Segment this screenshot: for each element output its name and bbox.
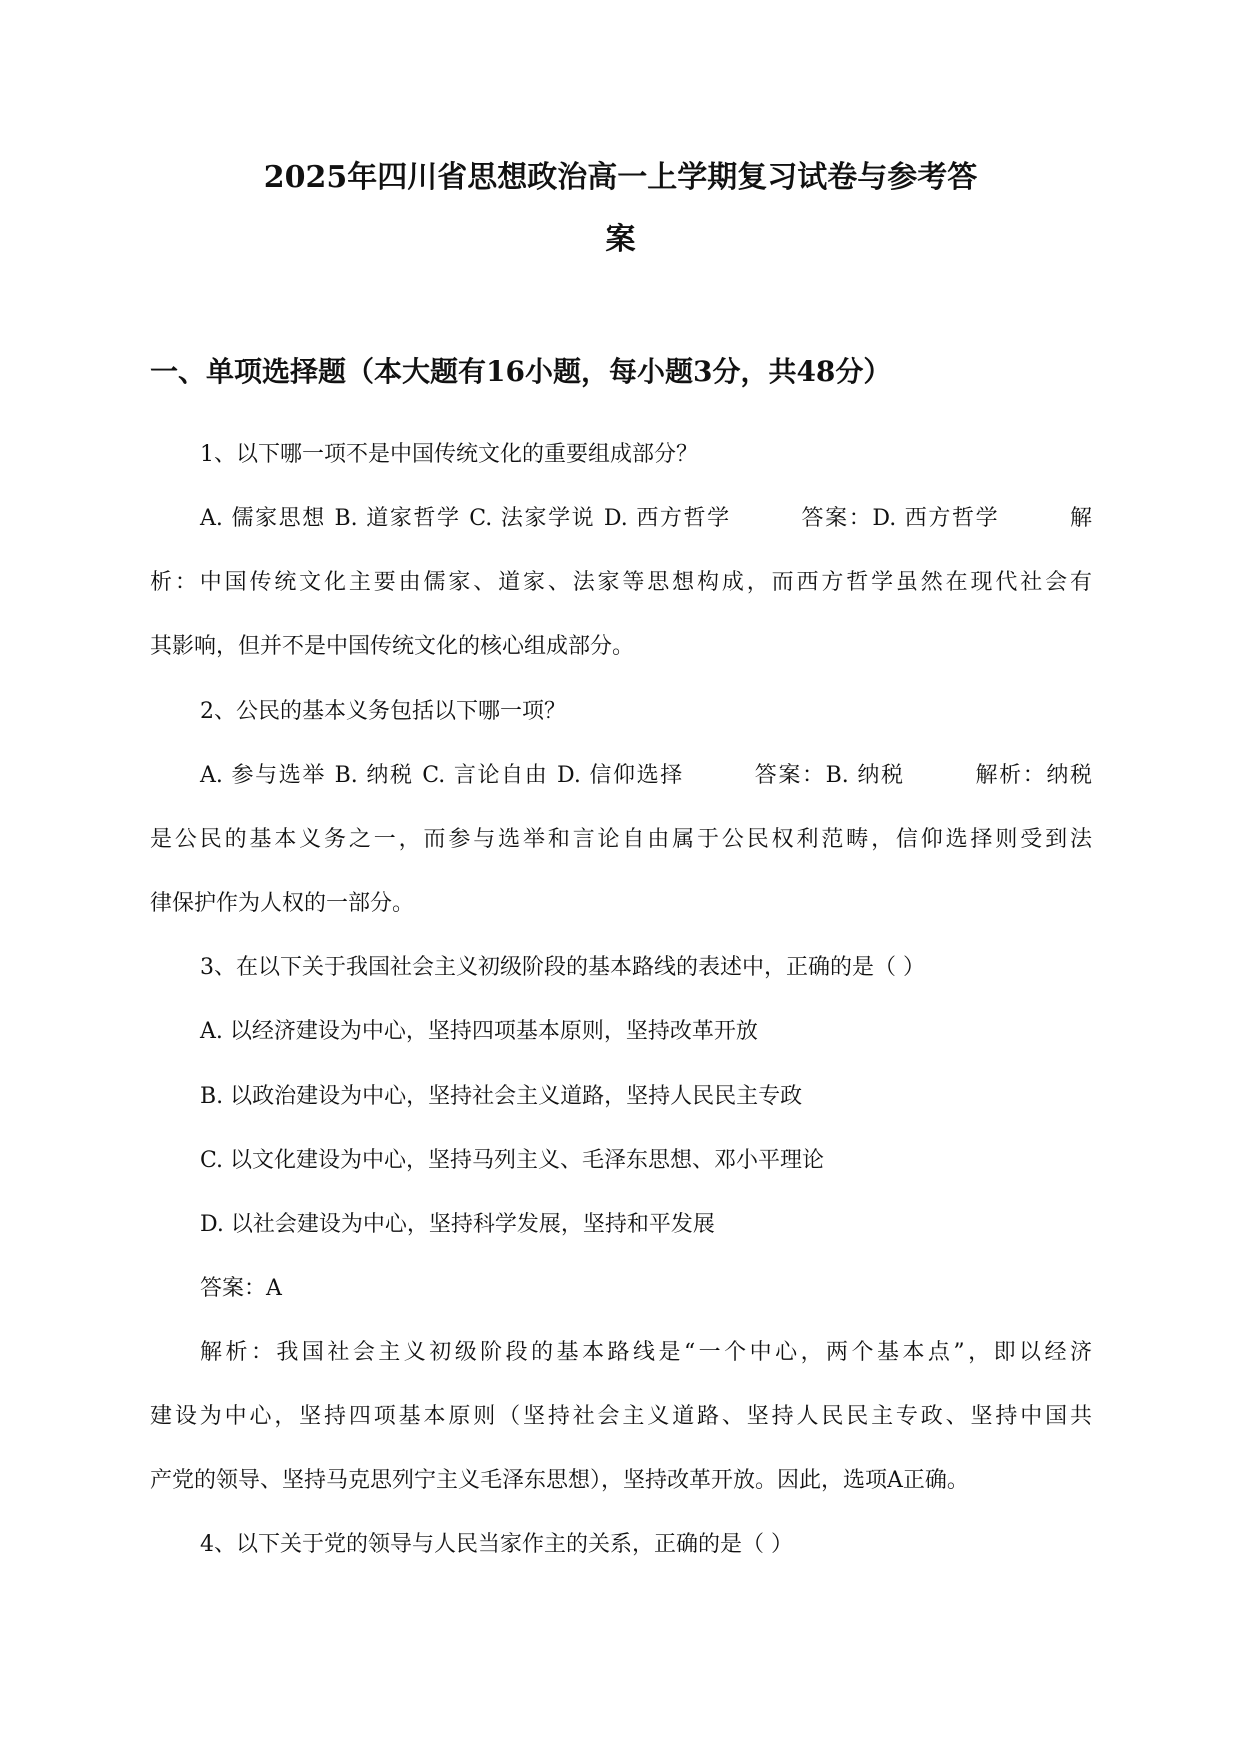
- question-3-option-c: C. 以文化建设为中心，坚持马列主义、毛泽东思想、邓小平理论: [200, 1148, 825, 1173]
- question-3-analysis-line: 解析：我国社会主义初级阶段的基本路线是“一个中心，两个基本点”，即以经济: [200, 1340, 1092, 1365]
- question-3-answer: 答案：A: [200, 1276, 282, 1301]
- question-1-options-answer: A. 儒家思想 B. 道家哲学 C. 法家学说 D. 西方哲学 答案：D. 西方哲学 解: [200, 506, 1092, 531]
- document-title-line2: 案: [605, 222, 636, 257]
- question-3-option-b: B. 以政治建设为中心，坚持社会主义道路，坚持人民民主专政: [200, 1084, 803, 1109]
- document-title-line1: 2025年四川省思想政治高一上学期复习试卷与参考答: [263, 160, 978, 195]
- question-3-analysis-line: 建设为中心，坚持四项基本原则（坚持社会主义道路、坚持人民民主专政、坚持中国共: [150, 1404, 1092, 1429]
- question-1-stem: 1、以下哪一项不是中国传统文化的重要组成部分？: [200, 442, 698, 467]
- question-3-option-a: A. 以经济建设为中心，坚持四项基本原则，坚持改革开放: [200, 1019, 758, 1044]
- question-3-option-d: D. 以社会建设为中心，坚持科学发展，坚持和平发展: [200, 1212, 715, 1237]
- question-1-analysis-line: 其影响，但并不是中国传统文化的核心组成部分。: [150, 634, 635, 659]
- question-3-analysis-line: 产党的领导、坚持马克思列宁主义毛泽东思想），坚持改革开放。因此，选项A正确。: [150, 1468, 969, 1493]
- question-3-stem: 3、在以下关于我国社会主义初级阶段的基本路线的表述中，正确的是（ ）: [200, 955, 925, 980]
- question-2-analysis-line: 律保护作为人权的一部分。: [150, 891, 415, 916]
- section-heading: 一、单项选择题（本大题有16小题，每小题3分，共48分）: [150, 355, 892, 388]
- question-4-stem: 4、以下关于党的领导与人民当家作主的关系，正确的是（ ）: [200, 1532, 793, 1557]
- question-2-analysis-line: 是公民的基本义务之一，而参与选举和言论自由属于公民权利范畴，信仰选择则受到法: [150, 827, 1092, 852]
- question-2-options-answer: A. 参与选举 B. 纳税 C. 言论自由 D. 信仰选择 答案：B. 纳税 解析：纳税: [200, 763, 1092, 788]
- question-2-stem: 2、公民的基本义务包括以下哪一项？: [200, 699, 566, 724]
- question-1-analysis-line: 析：中国传统文化主要由儒家、道家、法家等思想构成，而西方哲学虽然在现代社会有: [150, 570, 1092, 595]
